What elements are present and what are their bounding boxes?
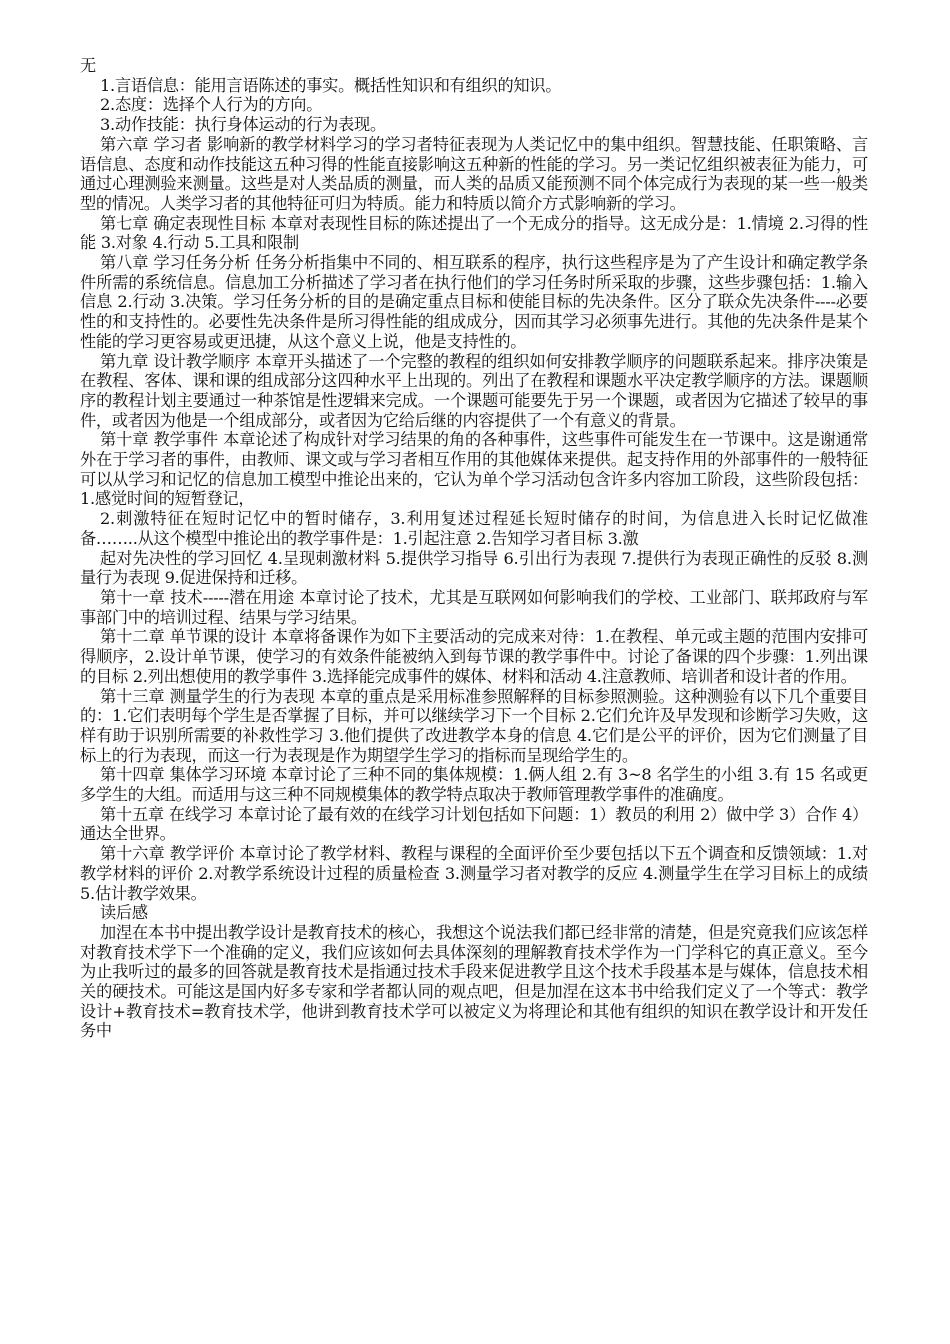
paragraph-chapter-7: 第七章 确定表现性目标 本章对表现性目标的陈述提出了一个无成分的指导。这无成分是：1.情境 2.习得的性能 3.对象 4.行动 5.工具和限制 <box>80 213 868 253</box>
paragraph-verbal-information: 1.言语信息：能用言语陈述的事实。概括性知识和有组织的知识。 <box>100 75 562 95</box>
paragraph-chapter-10: 第十章 教学事件 本章论述了构成针对学习结果的角的各种事件，这些事件可能发生在一节课中。这是谢通常外在于学习者的事件，由教师、课文或与学习者相互作用的其他媒体来提供。起支持作用的外部事件的一般特征可以从学习和记忆的信息加工模型中推论出来的，它认为单个学习活动包含许多内容加工阶段，这些阶段包括：1.感觉时间的短暂登记， <box>80 430 868 509</box>
section-heading-reflection: 读后感 <box>100 903 148 923</box>
paragraph-chapter-15: 第十五章 在线学习 本章讨论了最有效的在线学习计划包括如下问题：1）教员的利用 2）做中学 3）合作 4）通达全世界。 <box>80 804 868 844</box>
paragraph-chapter-9: 第九章 设计教学顺序 本章开头描述了一个完整的教程的组织如何安排教学顺序的问题联系起来。排序决策是在教程、客体、课和课的组成部分这四种水平上出现的。列出了在教程和课题水平决定教学顺序的方法。课题顺序的教程计划主要通过一种茶馆是性逻辑来完成。一个课题可能要先于另一个课题，或者因为它描述了较早的事件，或者因为他是一个组成部分，或者因为它给后继的内容提供了一个有意义的背景。 <box>80 351 868 430</box>
paragraph-chapter-11: 第十一章 技术-----潜在用途 本章讨论了技术，尤其是互联网如何影响我们的学校、工业部门、联邦政府与军事部门中的培训过程、结果与学习结果。 <box>80 587 868 627</box>
paragraph-chapter-6: 第六章 学习者 影响新的教学材料学习的学习者特征表现为人类记忆中的集中组织。智慧技能、任职策略、言语信息、态度和动作技能这五种习得的性能直接影响这五种新的性能的学习。另一类记忆组织被表征为能力，可通过心理测验来测量。这些是对人类品质的测量，而人类的品质又能预测不同个体完成行为表现的某一些一般类型的情况。人类学习者的其他特征可归为特质。能力和特质以简介方式影响新的学习。 <box>80 134 868 213</box>
paragraph-attitude: 2.态度：选择个人行为的方向。 <box>100 95 323 115</box>
paragraph-motor-skills: 3.动作技能：执行身体运动的行为表现。 <box>100 115 386 135</box>
paragraph-chapter-10-cont-1: 2.刺激特征在短时记忆中的暂时储存，3.利用复述过程延长短时储存的时间，为信息进入长时记忆做准备……..从这个模型中推论出的教学事件是：1.引起注意 2.告知学习者目标 3.激 <box>80 509 868 548</box>
paragraph-chapter-13: 第十三章 测量学生的行为表现 本章的重点是采用标准参照解释的目标参照测验。这种测验有以下几个重要目的：1.它们表明每个学生是否掌握了目标，并可以继续学习下一个目标 2.它们允许及早发现和诊断学习失败，这样有助于识别所需要的补救性学习 3.他们提供了改进教学本身的信息 4.它们是公平的评价，因为它们测量了目标上的行为表现，而这一行为表现是作为期望学生学习的指标而呈现给学生的。 <box>80 686 868 765</box>
paragraph-reflection: 加涅在本书中提出教学设计是教育技术的核心，我想这个说法我们都已经非常的清楚，但是究竟我们应该怎样对教育技术学下一个准确的定义，我们应该如何去具体深刻的理解教育技术学作为一门学科它的真正意义。至今为止我听过的最多的回答就是教育技术是指通过技术手段来促进教学且这个技术手段基本是与媒体，信息技术相关的硬技术。可能这是国内好多专家和学者都认同的观点吧，但是加涅在这本书中给我们定义了一个等式：教学设计+教育技术=教育技术学，他讲到教育技术学可以被定义为将理论和其他有组织的知识在教学设计和开发任务中 <box>80 922 868 1041</box>
paragraph-chapter-10-cont-2: 起对先决性的学习回忆 4.呈现刺激材料 5.提供学习指导 6.引出行为表现 7.提供行为表现正确性的反驳 8.测量行为表现 9.促进保持和迁移。 <box>80 548 868 588</box>
paragraph-chapter-8: 第八章 学习任务分析 任务分析指集中不同的、相互联系的程序，执行这些程序是为了产生设计和确定教学条件所需的系统信息。信息加工分析描述了学习者在执行他们的学习任务时所采取的步骤，这些步骤包括：1.输入信息 2.行动 3.决策。学习任务分析的目的是确定重点目标和使能目标的先决条件。区分了联众先决条件----必要性的和支持性的。必要性先决条件是所习得性能的组成成分，因而其学习必须事先进行。其他的先决条件是某个性能的学习更容易或更迅捷，从这个意义上说，他是支持性的。 <box>80 253 868 351</box>
paragraph-chapter-14: 第十四章 集体学习环境 本章讨论了三种不同的集体规模：1.俩人组 2.有 3~8 名学生的小组 3.有 15 名或更多学生的大组。而适用与这三种不同规模集体的教学特点取决于教师管理教学事件的准确度。 <box>80 765 868 805</box>
paragraph-chapter-12: 第十二章 单节课的设计 本章将备课作为如下主要活动的完成来对待：1.在教程、单元或主题的范围内安排可得顺序，2.设计单节课，使学习的有效条件能被纳入到每节课的教学事件中。讨论了备课的四个步骤：1.列出课的目标 2.列出想使用的教学事件 3.选择能完成事件的媒体、材料和活动 4.注意教师、培训者和设计者的作用。 <box>80 627 868 686</box>
paragraph-chapter-16: 第十六章 教学评价 本章讨论了教学材料、教程与课程的全面评价至少要包括以下五个调查和反馈领域：1.对教学材料的评价 2.对教学系统设计过程的质量检查 3.测量学习者对教学的反应 4.测量学生在学习目标上的成绩 5.估计教学效果。 <box>80 844 868 903</box>
paragraph-continuation: 无 <box>80 56 96 75</box>
